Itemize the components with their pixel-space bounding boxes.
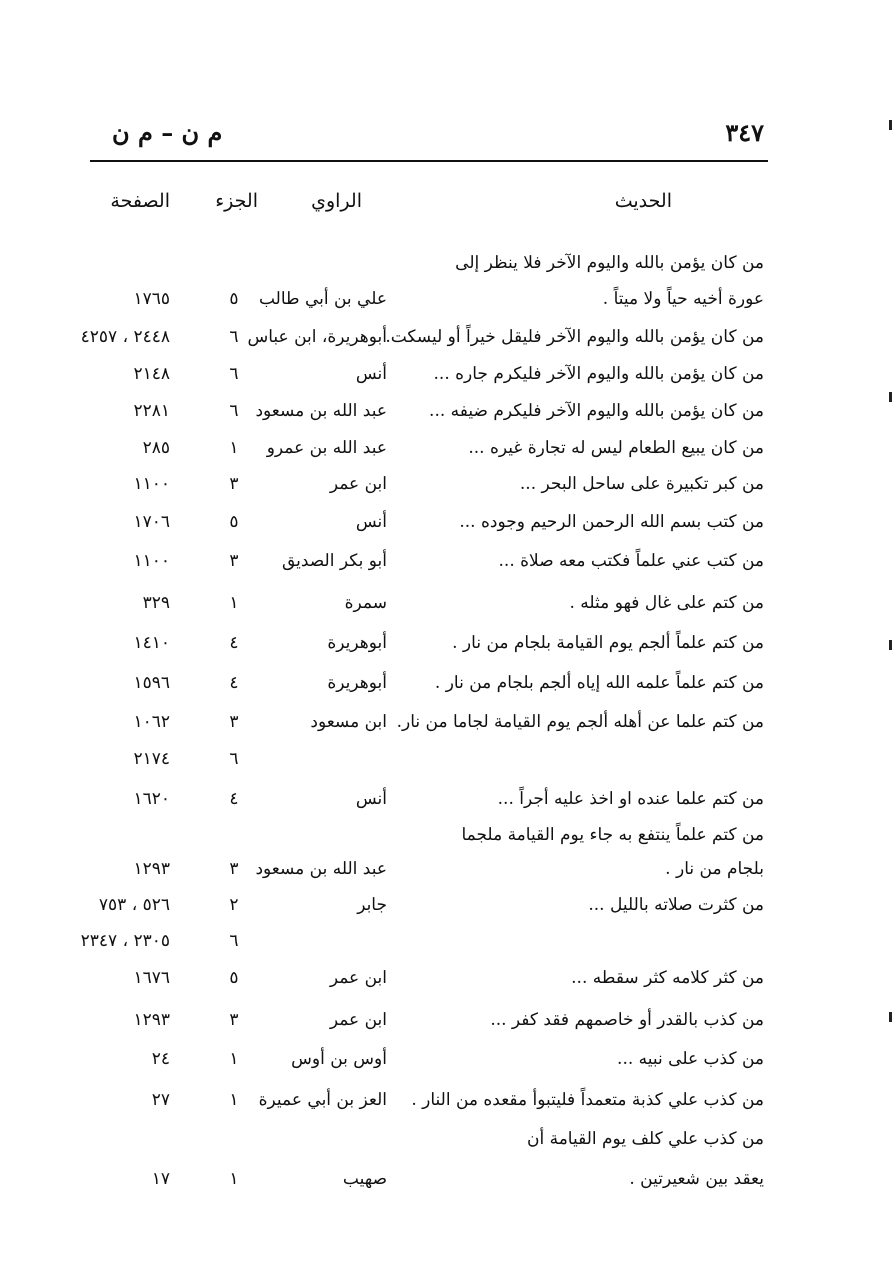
page-reference: ٢٣٠٥ ، ٢٣٤٧	[80, 931, 170, 951]
page-reference: ٢٧	[151, 1090, 170, 1110]
volume-number: ٣	[229, 859, 239, 879]
hadith-text: من كتب عني علماً فكتب معه صلاة ...	[498, 551, 764, 571]
narrator: ابن عمر	[329, 1010, 387, 1030]
hadith-text: من كتم علما عن أهله ألجم يوم القيامة لجاما من نار.	[396, 712, 764, 732]
volume-number: ١	[229, 438, 239, 458]
hadith-text: عورة أخيه حياً ولا ميتاً .	[602, 289, 764, 309]
volume-number: ٤	[229, 633, 239, 653]
hadith-text: من كذب بالقدر أو خاصمهم فقد كفر ...	[490, 1010, 764, 1030]
narrator: أبوهريرة	[327, 673, 387, 693]
page-reference: ٣٢٩	[142, 593, 170, 613]
hadith-text: بلجام من نار .	[665, 859, 764, 879]
hadith-text: من كتم علماً ألجم يوم القيامة بلجام من نار .	[452, 633, 764, 653]
page-reference: ٢٨٥	[142, 438, 170, 458]
hadith-text: من كذب على نبيه ...	[617, 1049, 764, 1069]
narrator: العز بن أبي عميرة	[258, 1090, 387, 1110]
column-header-volume: الجزء	[215, 190, 258, 212]
section-range: م ن – م ن	[112, 118, 223, 147]
volume-number: ٣	[229, 712, 239, 732]
volume-number: ١	[229, 593, 239, 613]
volume-number: ٦	[229, 364, 239, 384]
volume-number: ٥	[229, 968, 239, 988]
page-reference: ٢١٤٨	[133, 364, 170, 384]
narrator: أبوهريرة	[327, 633, 387, 653]
hadith-text: من كان يؤمن بالله واليوم الآخر فليكرم ضيفه ...	[429, 401, 764, 421]
hadith-text: من كذب علي كذبة متعمداً فليتبوأ مقعده من النار .	[411, 1090, 764, 1110]
narrator: عبد الله بن مسعود	[255, 859, 387, 879]
volume-number: ٦	[229, 327, 239, 347]
volume-number: ٤	[229, 789, 239, 809]
hadith-text: من كذب علي كلف يوم القيامة أن	[526, 1129, 764, 1149]
narrator: ابن مسعود	[310, 712, 387, 732]
page-number: ٣٤٧	[725, 118, 764, 147]
volume-number: ٤	[229, 673, 239, 693]
page-reference: ٢١٧٤	[133, 749, 170, 769]
page-reference: ١٦٢٠	[133, 789, 170, 809]
hadith-text: من كتب بسم الله الرحمن الرحيم وجوده ...	[459, 512, 764, 532]
header-divider	[90, 160, 768, 162]
page-reference: ٢٢٨١	[133, 401, 170, 421]
volume-number: ١	[229, 1169, 239, 1189]
hadith-text: يعقد بين شعيرتين .	[629, 1169, 764, 1189]
volume-number: ٣	[229, 474, 239, 494]
page-reference: ١٧٦٥	[133, 289, 170, 309]
volume-number: ١	[229, 1049, 239, 1069]
column-header-page: الصفحة	[110, 190, 170, 212]
page-reference: ١٢٩٣	[133, 859, 170, 879]
hadith-text: من كتم علماً ينتفع به جاء يوم القيامة ملجما	[461, 825, 764, 845]
page-reference: ١٧	[151, 1169, 170, 1189]
narrator: علي بن أبي طالب	[258, 289, 387, 309]
volume-number: ٢	[229, 895, 239, 915]
hadith-text: من كان يؤمن بالله واليوم الآخر فلا ينظر إلى	[455, 253, 764, 273]
hadith-text: من كتم على غال فهو مثله .	[569, 593, 764, 613]
volume-number: ٦	[229, 749, 239, 769]
hadith-text: من كتم علماً علمه الله إياه ألجم بلجام من نار .	[434, 673, 764, 693]
page-reference: ١٧٠٦	[133, 512, 170, 532]
hadith-text: من كان يؤمن بالله واليوم الآخر فليقل خيراً أو ليسكت.	[385, 327, 764, 347]
narrator: جابر	[357, 895, 387, 915]
hadith-text: من كثر كلامه كثر سقطه ...	[571, 968, 764, 988]
hadith-text: من كثرت صلاته بالليل ...	[588, 895, 764, 915]
narrator: أوس بن أوس	[291, 1049, 387, 1069]
page-reference: ١٦٧٦	[133, 968, 170, 988]
volume-number: ٣	[229, 1010, 239, 1030]
narrator: ابن عمر	[329, 474, 387, 494]
narrator: أبو بكر الصديق	[281, 551, 387, 571]
narrator: سمرة	[344, 593, 387, 613]
hadith-text: من كان يبيع الطعام ليس له تجارة غيره ...	[468, 438, 764, 458]
narrator: أنس	[355, 789, 387, 809]
page-reference: ١٠٦٢	[133, 712, 170, 732]
volume-number: ٣	[229, 551, 239, 571]
narrator: أنس	[355, 512, 387, 532]
page-reference: ٥٢٦ ، ٧٥٣	[98, 895, 170, 915]
volume-number: ١	[229, 1090, 239, 1110]
page-reference: ٢٤	[151, 1049, 170, 1069]
hadith-text: من كتم علما عنده او اخذ عليه أجراً ...	[497, 789, 764, 809]
narrator: عبد الله بن عمرو	[266, 438, 387, 458]
volume-number: ٥	[229, 512, 239, 532]
page-reference: ١١٠٠	[133, 551, 170, 571]
volume-number: ٦	[229, 931, 239, 951]
narrator: صهيب	[342, 1169, 387, 1189]
volume-number: ٦	[229, 401, 239, 421]
narrator: أنس	[355, 364, 387, 384]
narrator: ابن عمر	[329, 968, 387, 988]
page-reference: ٢٤٤٨ ، ٤٢٥٧	[80, 327, 170, 347]
column-header-narrator: الراوي	[311, 190, 362, 212]
narrator: عبد الله بن مسعود	[255, 401, 387, 421]
narrator: أبوهريرة، ابن عباس	[247, 327, 387, 347]
hadith-text: من كان يؤمن بالله واليوم الآخر فليكرم جاره ...	[433, 364, 764, 384]
page-reference: ١١٠٠	[133, 474, 170, 494]
page-reference: ١٤١٠	[133, 633, 170, 653]
column-header-hadith: الحديث	[614, 190, 672, 212]
hadith-text: من كبر تكبيرة على ساحل البحر ...	[519, 474, 764, 494]
volume-number: ٥	[229, 289, 239, 309]
page-reference: ١٢٩٣	[133, 1010, 170, 1030]
page-reference: ١٥٩٦	[133, 673, 170, 693]
